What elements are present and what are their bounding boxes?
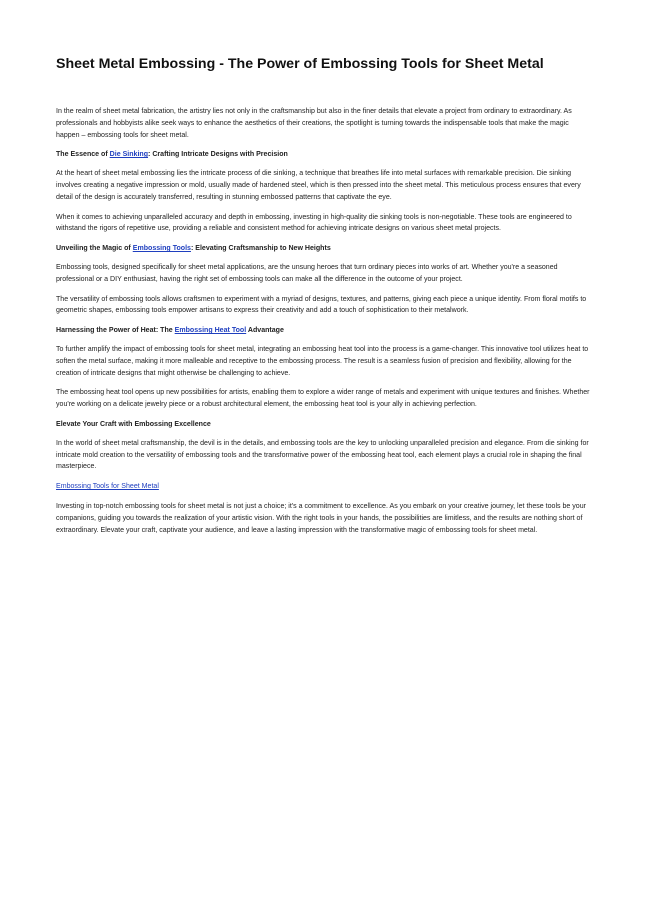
section-heading-heat-tool <box>56 325 594 337</box>
paragraph: When it comes to achieving unparalleled accuracy and depth in embossing, investing in high-quality die sinking tools is non-negotiable. These tools are engineered to withstand the rigors of repetitive use, providing a reliable and consistent method for achieving intricate designs on various sheet metal projects. <box>56 213 572 233</box>
heading-text: : Elevating Craftsmanship to New Heights <box>190 245 331 253</box>
closing-paragraph: Investing in top-notch embossing tools for sheet metal is not just a choice; it's a commitment to excellence. As you embark on your creative journey, let these tools be your companions, guiding you towards the realization of your artistic vision. With the right tools in your hands, the possibilities are limitless, and the results are nothing short of extraordinary. Elevate your craft, captivate your audience, and leave a lasting impression with the transformative magic of embossing tools for sheet metal. <box>56 502 586 534</box>
paragraph: The embossing heat tool opens up new possibilities for artists, enabling them to explore a wider range of metals and experiment with unique textures and finishes. Whether you're working on a delicate jewelry piece or a robust architectural element, the embossing heat tool is your ally in achieving perfection. <box>56 389 590 409</box>
heading-text: Advantage <box>246 327 284 335</box>
die-sinking-link[interactable]: Die Sinking <box>109 151 149 159</box>
embossing-tools-for-sheet-metal-link[interactable]: Embossing Tools for Sheet Metal <box>56 483 159 491</box>
heading-text: : Crafting Intricate Designs with Precision <box>148 151 288 159</box>
embossing-tools-link[interactable]: Embossing Tools <box>132 245 191 253</box>
heading-text: Harnessing the Power of Heat: The <box>56 327 175 335</box>
heading-text: The Essence of <box>56 151 110 159</box>
embossing-heat-tool-link[interactable]: Embossing Heat Tool <box>174 327 247 335</box>
section-heading-embossing-tools <box>56 243 594 255</box>
page-title: Sheet Metal Embossing - The Power of Embossing Tools for Sheet Metal <box>56 56 544 72</box>
section-heading-elevate: Elevate Your Craft with Embossing Excellence <box>56 420 211 428</box>
paragraph: The versatility of embossing tools allows craftsmen to experiment with a myriad of designs, textures, and patterns, giving each piece a unique identity. From floral motifs to geometric shapes, embossing tools empower artisans to express their creativity and add a touch of sophistication to their metalwork. <box>56 295 587 315</box>
paragraph: To further amplify the impact of embossing tools for sheet metal, integrating an embossing heat tool into the process is a game-changer. This innovative tool utilizes heat to soften the metal surface, making it more malleable and receptive to the embossing process. The result is a seamless fusion of precision and flexibility, allowing for the creation of intricate designs that might otherwise be challenging to achieve. <box>56 345 589 377</box>
section-heading-die-sinking <box>56 149 594 161</box>
paragraph: In the world of sheet metal craftsmanship, the devil is in the details, and embossing tools are the key to unlocking unparalleled precision and elegance. From die sinking for intricate mold creation to the versatility of embossing tools and the transformative power of the embossing heat tool, each element plays a crucial role in shaping the final masterpiece. <box>56 439 589 471</box>
paragraph: Embossing tools, designed specifically for sheet metal applications, are the unsung heroes that turn ordinary pieces into works of art. Whether you're a seasoned professional or a DIY enthusiast, having the right set of embossing tools can make all the difference in the outcome of your project. <box>56 263 558 283</box>
heading-text: Unveiling the Magic of <box>56 245 133 253</box>
final-link-line <box>56 481 594 493</box>
paragraph: At the heart of sheet metal embossing lies the intricate process of die sinking, a technique that breathes life into metal surfaces with remarkable precision. Die sinking involves creating a negative impression or mold, usually made of hardened steel, which is then pressed into the sheet metal. This meticulous process ensures that every detail of the design is accurately transferred, resulting in stunning embossed patterns that captivate the eye. <box>56 170 581 201</box>
intro-paragraph: In the realm of sheet metal fabrication, the artistry lies not only in the craftsmanship but also in the finer details that elevate a project from ordinary to extraordinary. As professionals and hobbyists alike seek ways to enhance the aesthetics of their creations, the spotlight is turning towards the indispensable tools that make the magic happen – embossing tools for sheet metal. <box>56 108 572 139</box>
